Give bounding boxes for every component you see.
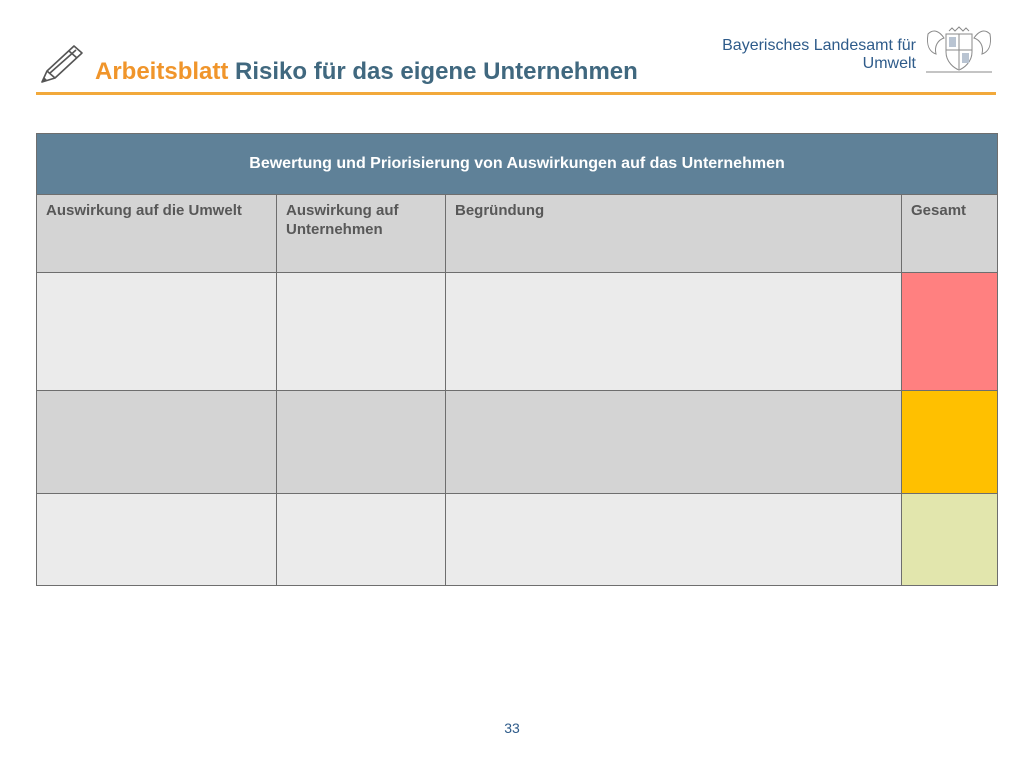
organization-line-1: Bayerisches Landesamt für (722, 37, 916, 54)
pencil-icon (38, 42, 86, 86)
cell-reasoning[interactable] (446, 493, 902, 585)
page-title (95, 58, 638, 86)
page-number: 33 (504, 720, 520, 736)
table-row (37, 493, 998, 585)
cell-environment[interactable] (37, 493, 277, 585)
cell-company[interactable] (277, 273, 446, 390)
title-worksheet: Arbeitsblatt (95, 58, 229, 85)
title-underline (36, 92, 996, 95)
cell-company[interactable] (277, 390, 446, 493)
cell-reasoning[interactable] (446, 273, 902, 390)
cell-total-rating[interactable] (902, 390, 998, 493)
cell-total-rating[interactable] (902, 273, 998, 390)
cell-environment[interactable] (37, 390, 277, 493)
cell-company[interactable] (277, 493, 446, 585)
assessment-table (36, 133, 998, 586)
column-header-total: Gesamt (902, 195, 998, 273)
cell-total-rating[interactable] (902, 493, 998, 585)
table-row (37, 273, 998, 390)
cell-reasoning[interactable] (446, 390, 902, 493)
table-heading: Bewertung und Priorisierung von Auswirkungen auf das Unternehmen (37, 134, 998, 195)
table-row (37, 390, 998, 493)
organization-name (722, 37, 916, 73)
title-topic: Risiko für das eigene Unternehmen (235, 58, 638, 85)
column-header-company: Auswirkung auf Unternehmen (277, 195, 446, 273)
cell-environment[interactable] (37, 273, 277, 390)
column-header-reasoning: Begründung (446, 195, 902, 273)
column-header-environment: Auswirkung auf die Umwelt (37, 195, 277, 273)
coat-of-arms-logo (922, 26, 996, 74)
organization-line-2: Umwelt (862, 55, 916, 72)
